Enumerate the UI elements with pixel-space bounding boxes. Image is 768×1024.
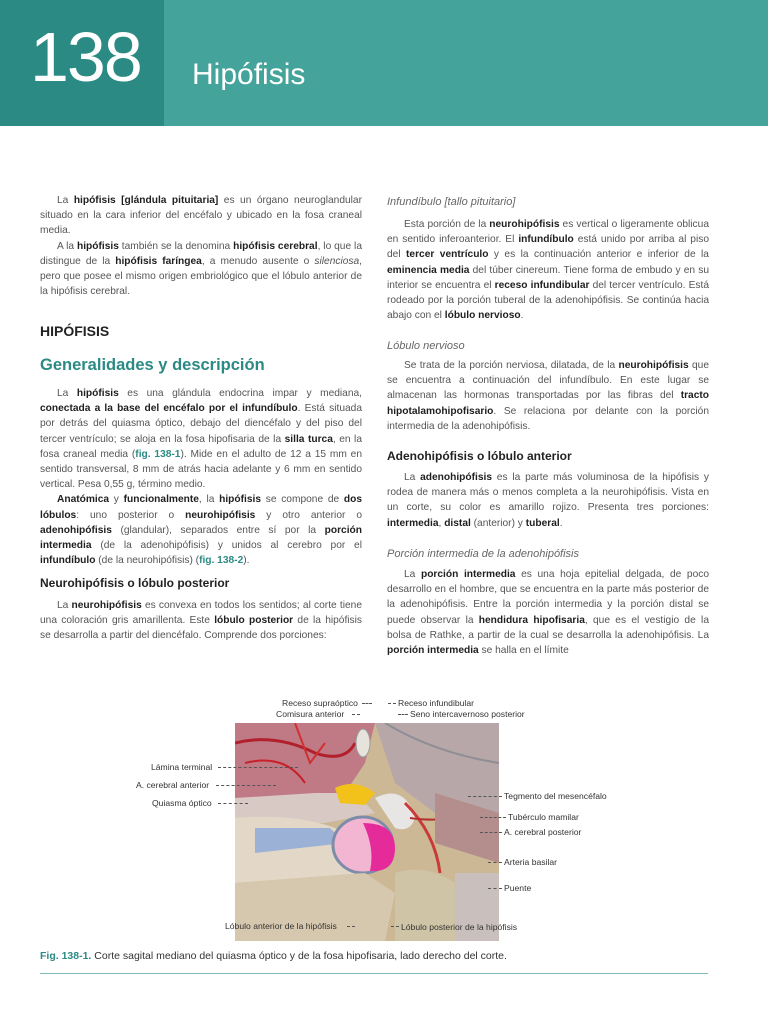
bold-term: porción intermedia (40, 524, 362, 552)
text-run: es un órgano neuroglandular situado en la cara inferior del encéfalo y ubicado en la fosa craneal media. (40, 195, 362, 237)
label-tegmento: Tegmento del mesencéfalo (504, 791, 607, 801)
text-run: La (57, 388, 77, 399)
text-run: . (559, 517, 563, 529)
leader-line (218, 803, 248, 804)
bold-term: adenohipófisis (420, 472, 493, 483)
bold-term: infundíbulo (518, 234, 574, 246)
label-lobulo-posterior: Lóbulo posterior de la hipófisis (401, 922, 518, 932)
heading-lobulo-nervioso: Lóbulo nervioso (387, 340, 465, 352)
text-run: (anterior) y (470, 517, 526, 529)
bold-term: Anatómica (57, 494, 110, 506)
bold-term: hipófisis cerebral (233, 240, 318, 252)
label-comisura-anterior: Comisura anterior (276, 709, 345, 719)
text-run: ). Mide en el adulto de 12 a 15 mm en sentido transversal, 8 mm de atrás hacia adelante y 6 mm en sentido vertical. Pesa 0,55 g, término medio. (40, 448, 363, 491)
bold-term: lóbulo nervioso (444, 310, 521, 322)
figure-reference[interactable]: fig. 138-1 (135, 448, 181, 460)
heading-infundibulo: Infundíbulo [tallo pituitario] (387, 196, 516, 208)
text-run: y es la continuación anterior e inferior de la (488, 249, 709, 261)
text-run: se halla en el límite (478, 645, 569, 657)
text-run: (de la adenohipófisis) y unidos al cerebro por el (91, 540, 362, 552)
bold-term: hipófisis [glándula pituitaria] (73, 195, 219, 206)
text-run: del túber cinereum. Tiene forma de embudo y en su interior se encuentra el (387, 264, 709, 291)
bold-term: infundíbulo (40, 555, 96, 567)
label-receso-infundibular: Receso infundibular (398, 698, 474, 708)
text-run: La (57, 195, 74, 206)
text-run: Esta porción de la (404, 219, 490, 230)
figure-reference[interactable]: fig. 138-2 (199, 555, 244, 567)
text-run: , en la fosa craneal media ( (40, 433, 362, 460)
label-cerebral-posterior: A. cerebral posterior (504, 827, 582, 837)
text-run: Se trata de la porción nerviosa, dilatada, de la (404, 360, 619, 371)
bold-term: hendidura hipofisaria (478, 614, 585, 626)
text-run: (de la neurohipófisis) ( (95, 555, 200, 567)
anatomical-illustration (235, 723, 499, 941)
bold-term: lóbulo posterior (214, 615, 294, 627)
left-heading-wrap (40, 324, 362, 339)
section-heading: HIPÓFISIS (40, 323, 110, 339)
bold-term: hipófisis faríngea (115, 255, 202, 267)
infundibulo-text (387, 217, 709, 323)
leader-line (480, 832, 502, 833)
text-run: , que es el vestigio de la bolsa de Rathke, a partir de la cual se desarrolla la adenohipófisis. La (387, 614, 709, 641)
leader-line (488, 888, 502, 889)
text-run: , a menudo ausente o (201, 255, 315, 267)
text-run: . Está situada por detrás del quiasma óptico, debajo del diencéfalo y del piso del tercer ventrículo; se aloja en la fosa hipofisaria de la (40, 403, 362, 445)
text-run: . (520, 310, 524, 322)
bold-term: silla turca (284, 433, 333, 445)
leader-line (347, 926, 355, 927)
label-quiasma-optico: Quiasma óptico (152, 798, 212, 808)
label-lamina-terminal: Lámina terminal (151, 762, 213, 772)
text-run: es la parte más voluminosa de la hipófisis y rodea de manera más o menos completa a la neurohipófisis. Vista en un corte, su color es amarillo rojizo. Presenta tres porciones: (387, 472, 709, 514)
bold-term: eminencia media (387, 264, 470, 276)
bold-term: neurohipófisis (71, 600, 142, 611)
left-column (40, 193, 362, 299)
porcion-intermedia-text (387, 567, 709, 658)
caption-divider (40, 973, 708, 974)
bold-term: hipófisis (76, 240, 119, 252)
text-run: está unido por arriba al piso del (387, 234, 709, 261)
sagittal-section-drawing (235, 723, 499, 941)
lobulo-nervioso-text (387, 358, 709, 434)
text-run: A la (57, 240, 77, 252)
figure-caption-label: Fig. 138-1. (40, 950, 92, 962)
leader-line (488, 862, 502, 863)
italic-term: silenciosa (314, 255, 360, 267)
bold-term: neurohipófisis (185, 509, 256, 521)
figure-caption (40, 950, 507, 962)
text-run: es una hoja epitelial delgada, de poco desarrollo en el hombre, que se encuentra en la parte más posterior de la adenohipófisis. Entre la porción intermedia y la porción distal se puede observar la (387, 569, 709, 626)
text-run: La (404, 472, 421, 483)
bold-term: tercer ventrículo (406, 249, 489, 261)
leader-line (480, 817, 506, 818)
intro-paragraph-2 (40, 239, 362, 300)
figure-caption-text: Corte sagital mediano del quiasma óptico y de la fosa hipofisaria, lado derecho del corte. (91, 950, 507, 962)
generalidades-paragraph-2 (40, 492, 362, 568)
text-run: también se la denomina (118, 240, 234, 252)
bold-term: porción intermedia (387, 645, 479, 657)
text-run: , pero que posee el mismo origen embriológico que el lóbulo anterior de la hipófisis cerebral. (40, 255, 362, 298)
bold-term: conectada a la base del encéfalo por el infundíbulo (40, 403, 298, 415)
text-run: es una glándula endocrina impar y mediana, (118, 388, 362, 399)
text-run: es vertical o ligeramente oblicua en sentido inferoanterior. El (387, 219, 709, 246)
chapter-number: 138 (30, 18, 141, 96)
leader-line (391, 926, 399, 927)
right-heading-wrap-3 (387, 449, 709, 464)
text-run: , (438, 517, 445, 529)
text-run: del tercer ventrículo. Está rodeado por la porción tuberal de la adenohipófisis. Se continúa hacia abajo con el (387, 279, 709, 322)
lobulo-nervioso-paragraph (387, 358, 709, 434)
bold-term: hipófisis (76, 388, 119, 399)
text-run: que se encuentra a continuación del infundíbulo. En este lugar se almacenan las hormonas transportadas por las fibras del (387, 360, 710, 402)
left-heading-wrap-2 (40, 358, 362, 373)
label-seno-intercavernoso: Seno intercavernoso posterior (410, 709, 525, 719)
heading-porcion-intermedia: Porción intermedia de la adenohipófisis (387, 548, 580, 560)
label-tuberculo-mamilar: Tubérculo mamilar (508, 812, 579, 822)
bold-term: neurohipófisis (618, 360, 689, 371)
label-cerebral-anterior: A. cerebral anterior (136, 780, 210, 790)
heading-adenohipofisis: Adenohipófisis o lóbulo anterior (387, 449, 572, 463)
bold-term: porción intermedia (420, 569, 516, 580)
label-arteria-basilar: Arteria basilar (504, 857, 558, 867)
text-run: de la hipófisis se desarrolla a partir del diencéfalo. Comprende dos porciones: (40, 615, 362, 642)
subsection-heading-generalidades: Generalidades y descripción (40, 356, 265, 374)
left-heading-wrap-3 (40, 576, 362, 591)
label-lobulo-anterior: Lóbulo anterior de la hipófisis (225, 921, 337, 931)
text-run: : uno posterior o (76, 509, 186, 521)
adenohipofisis-paragraph (387, 470, 709, 531)
text-run: . Se relaciona por delante con la porción intermedia de la adenohipófisis. (387, 405, 709, 432)
heading-neurohipofisis: Neurohipófisis o lóbulo posterior (40, 576, 230, 590)
bold-term: hipófisis (219, 494, 262, 506)
chapter-title: Hipófisis (192, 58, 306, 91)
bold-term: intermedia (387, 517, 439, 529)
bold-term: tuberal (525, 517, 560, 529)
adenohipofisis-text (387, 470, 709, 531)
leader-line (352, 714, 360, 715)
bold-term: tracto hipotalamohipofisario (387, 390, 709, 417)
right-heading-wrap-1 (387, 195, 709, 210)
porcion-intermedia-paragraph (387, 567, 709, 658)
intro-paragraph-1 (40, 193, 362, 239)
neurohipofisis-text (40, 598, 362, 644)
leader-line (216, 785, 276, 786)
bold-term: receso infundibular (494, 279, 590, 291)
text-run: y (109, 494, 124, 506)
right-heading-wrap-2 (387, 339, 709, 354)
leader-line (398, 714, 408, 715)
neurohipofisis-paragraph (40, 598, 362, 644)
text-run: La (404, 569, 421, 580)
text-run: es convexa en todos los sentidos; al corte tiene una coloración gris amarillenta. Este (40, 600, 362, 627)
label-puente: Puente (504, 883, 532, 893)
leader-line (468, 796, 502, 797)
generalidades-text (40, 386, 362, 568)
infundibulo-paragraph (387, 217, 709, 323)
text-run: ). (243, 555, 250, 567)
text-run: se compone de (261, 494, 344, 506)
text-run: y otro anterior o (255, 509, 362, 521)
label-receso-supraoptico: Receso supraóptico (282, 698, 358, 708)
text-run: , lo que la distingue de la (40, 240, 362, 267)
text-run: , la (198, 494, 220, 506)
bold-term: adenohipófisis (40, 524, 112, 536)
text-run: La (57, 600, 72, 611)
leader-line (388, 703, 396, 704)
text-run: (glandular), separados entre sí por la (111, 524, 325, 536)
bold-term: distal (444, 517, 471, 529)
bold-term: funcionalmente (123, 494, 199, 506)
bold-term: neurohipófisis (489, 219, 560, 230)
leader-line (362, 703, 372, 704)
bold-term: dos lóbulos (40, 494, 363, 521)
generalidades-paragraph-1 (40, 386, 362, 492)
right-heading-wrap-4 (387, 547, 709, 562)
leader-line (218, 767, 298, 768)
